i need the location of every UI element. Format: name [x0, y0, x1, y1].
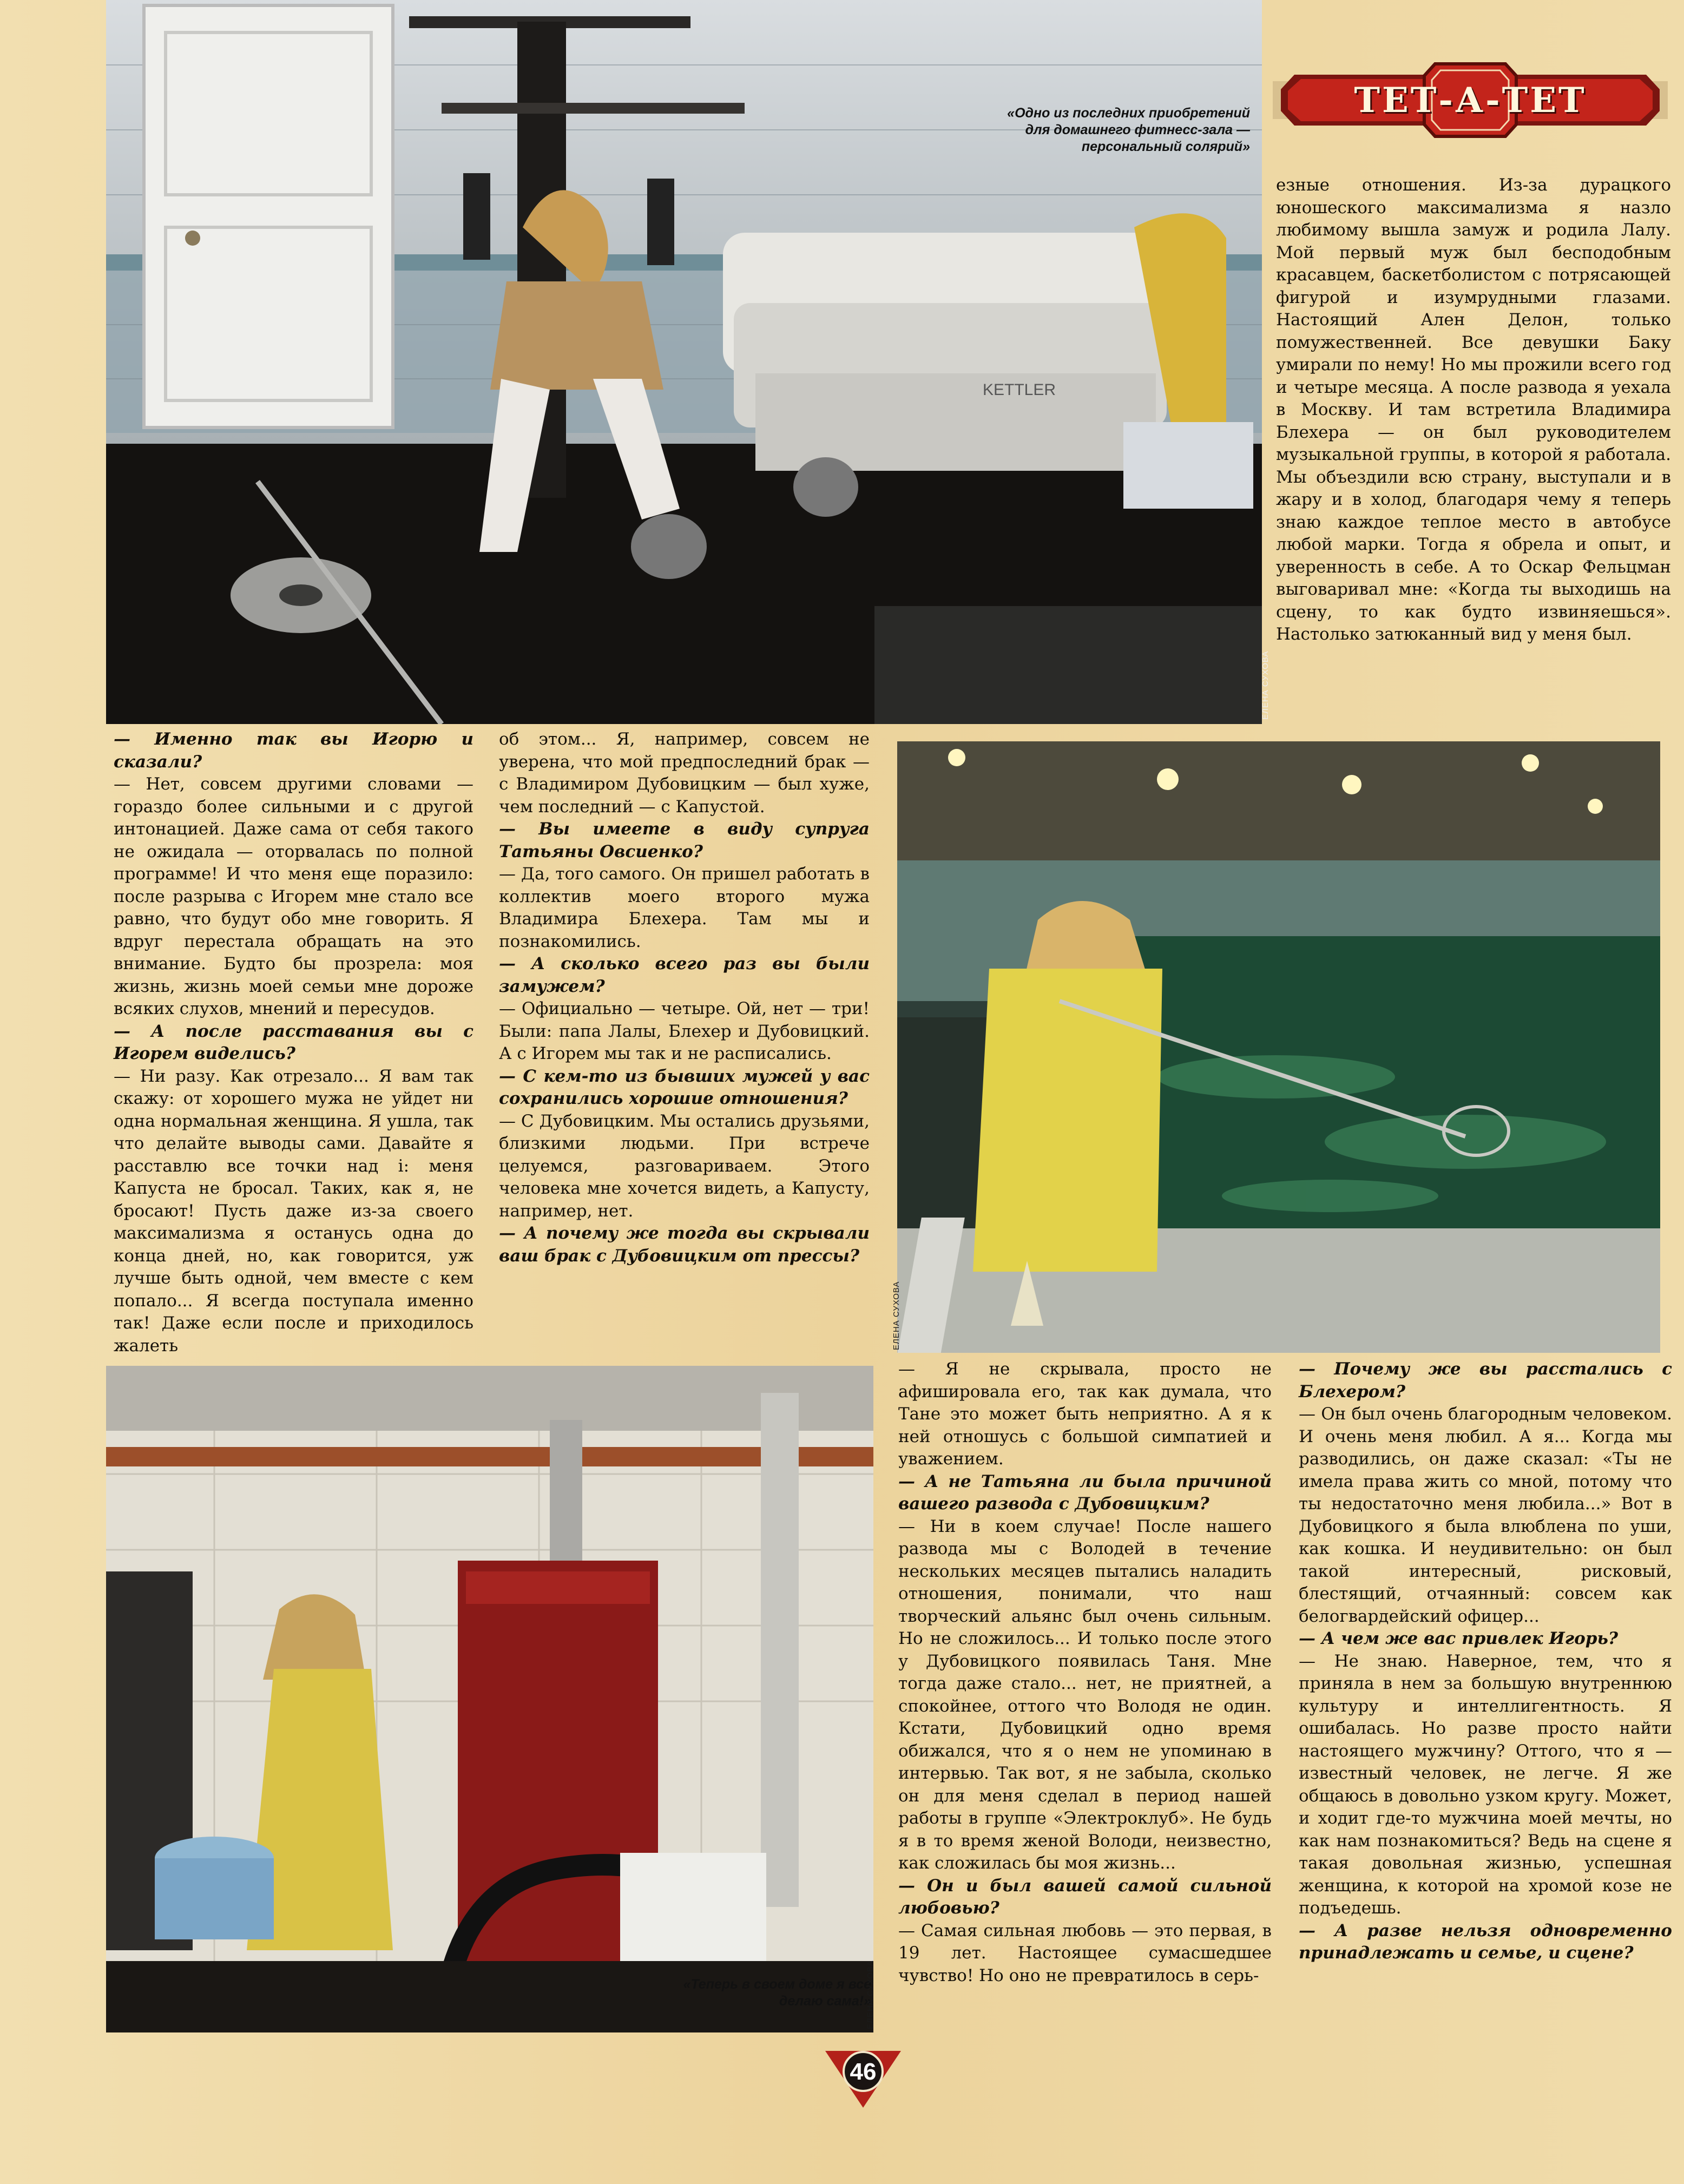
photo-pool — [897, 741, 1660, 1353]
pool-illustration — [897, 741, 1660, 1353]
interview-question: — А не Татьяна ли была причиной вашего развода с Дубовицким? — [898, 1471, 1272, 1514]
interview-answer: — Официально — четыре. Ой, нет — три! Были: папа Лалы, Блехер и Дубовицкий. А с Игорем мы так и не расписались. — [499, 999, 870, 1063]
interview-question: — С кем-то из бывших мужей у вас сохранились хорошие отношения? — [499, 1066, 870, 1108]
photo-boiler-room — [106, 1366, 873, 2032]
interview-question: — Вы имеете в виду супруга Татьяны Овсиенко? — [499, 819, 870, 861]
interview-answer: — Он был очень благородным человеком. И очень меня любил. А я... Когда мы разводились, он даже сказал: «Ты не имела права жить со мной, потому что ты недостаточно меня любила...» Вот в Дубовицкого я была влюблена по уши, как кошка. И неудивительно: он был такой интересный, рисковый, блестящий, отчаянный: совсем как белогвардейский офицер... — [1299, 1404, 1672, 1626]
interview-answer: — Самая сильная любовь — это первая, в 19 лет. Настоящее сумасшедшее чувство! Но оно не превратилось в серь- — [898, 1920, 1272, 1985]
interview-question: — А почему же тогда вы скрывали ваш брак с Дубовицким от прессы? — [499, 1223, 870, 1266]
photo-credit-1: ЕЛЕНА СУХОВА — [1261, 650, 1270, 720]
article-column-c-low — [898, 1358, 1272, 1987]
interview-question: — А сколько всего раз вы были замужем? — [499, 954, 870, 996]
kettler-label: KETTLER — [983, 381, 1056, 399]
rubric-title: ТЕТ-А-ТЕТ — [1354, 80, 1587, 121]
interview-question: — А чем же вас привлек Игорь? — [1299, 1629, 1619, 1648]
article-paragraph: езные отношения. Из-за дурацкого юношеского максимализма я назло любимому вышла замуж и родила Лалу. Мой первый муж был бесподобным красавцем, баскетболистом с потрясающей фигурой и изумрудными глазами. Настоящий Ален Делон, только помужественней. Все девушки Баку умирали по нему! Но мы прожили всего год и четыре месяца. А после развода я уехала в Москву. И там встретила Владимира Блехера — он был руководителем музыкальной группы, в которой я работала. Мы объездили всю страну, выступали и в жару и в холод, благодаря чему я теперь знаю каждое теплое место в автобусе любой марки. Тогда я обрела и опыт, и уверенность в себе. А то Оскар Фельцман выговаривал мне: «Когда ты выходишь на сцену, то как будто извиняешься». Настолько затюканный вид у меня был. — [1276, 175, 1671, 644]
photo-credit-2: ЕЛЕНА СУХОВА — [892, 1281, 901, 1350]
article-column-left-mid — [114, 728, 473, 1357]
page-number-badge — [825, 2045, 901, 2110]
interview-answer: — Ни разу. Как отрезало... Я вам так скажу: от хорошего мужа не уйдет ни одна нормальная женщина. Я ушла, так что делайте выводы сами. Давайте я расставлю все точки над i: меня Капуста не бросал. Таких, как я, не бросают! Пусть даже из-за своего максимализма я останусь одна до конца дней, но, как говорится, уж лучше быть одной, чем вместе с кем попало... Я всегда поступала именно так! Даже если после и приходилось жалеть — [114, 1066, 473, 1356]
interview-answer: — С Дубовицким. Мы остались друзьями, близкими людьми. При встрече целуемся, разговариваем. Этого человека мне хочется видеть, а Капусту, например, нет. — [499, 1111, 870, 1221]
interview-question: — А разве нельзя одновременно принадлежать и семье, и сцене? — [1299, 1920, 1672, 1963]
interview-answer: — Я не скрывала, просто не афишировала его, так как думала, что Тане это может быть неприятно. А я к ней отношусь с большой симпатией и уважением. — [898, 1359, 1272, 1469]
page-number: 46 — [850, 2058, 877, 2085]
interview-answer: — Ни в коем случае! После нашего развода мы с Володей в течение нескольких месяцев пытались наладить отношения, понимали, что наш творческий альянс был очень сильным. Но не сложилось... И только после этого у Дубовицкого появилась Таня. Мне тогда даже стало... нет, не приятней, а спокойнее, оттого что Володя не один. Кстати, Дубовицкий одно время обижался, что я о нем не упоминаю в интервью. Так вот, я не забыла, сколько он для меня сделал в период нашей работы в группе «Электроклуб». Не будь я в то время женой Володи, неизвестно, как сложилась бы моя жизнь... — [898, 1516, 1272, 1873]
article-column-mid — [499, 728, 870, 1267]
interview-question: — А после расставания вы с Игорем виделись? — [114, 1021, 473, 1063]
interview-answer: об этом... Я, например, совсем не уверена, что мой предпоследний брак — с Владимиром Дубовицким — был хуже, чем последний — с Капустой. — [499, 729, 870, 817]
photo-caption-boiler: «Теперь в своем доме я все делаю сама!» — [683, 1977, 871, 2009]
photo-caption-fitness: «Одно из последних приобретений для домашнего фитнесс-зала — персональный солярий» — [1007, 106, 1250, 154]
article-column-d-low — [1299, 1358, 1672, 1965]
rubric-tet-a-tet — [1273, 60, 1668, 141]
photo-credit-3: ЕЛЕНА СУХОВА — [866, 1960, 875, 2029]
interview-question: — Почему же вы расстались с Блехером? — [1299, 1359, 1672, 1402]
interview-answer: — Нет, совсем другими словами — гораздо более сильными и с другой интонацией. Даже сама от себя такого не ожидала — оторвалась по полной программе! И что меня еще поразило: после разрыва с Игорем мне стало все равно, что будут обо мне говорить. Я вдруг перестала обращать на это внимание. Будто бы прозрела: моя жизнь, жизнь моей семьи мне дороже всяких слухов, мнений и пересудов. — [114, 774, 473, 1018]
interview-answer: — Не знаю. Наверное, тем, что я приняла в нем за большую внутреннюю культуру и интеллигентность. Я ошибалась. Но разве просто найти настоящего мужчину? Оттого, что я — известный человек, не легче. Я же общаюсь в довольно узком кругу. Может, и ходит где-то мужчина моей мечты, но как нам познакомиться? Ведь на сцене я такая довольная жизнью, успешная женщина, к которой на хромой козе не подъедешь. — [1299, 1651, 1672, 1918]
interview-question: — Он и был вашей самой сильной любовью? — [898, 1876, 1272, 1918]
article-column-right-top — [1276, 174, 1671, 646]
boiler-room-illustration — [106, 1366, 873, 2032]
interview-answer: — Да, того самого. Он пришел работать в коллектив моего второго мужа Владимира Блехера. Там мы и познакомились. — [499, 864, 870, 951]
interview-question: — Именно так вы Игорю и сказали? — [114, 729, 473, 772]
